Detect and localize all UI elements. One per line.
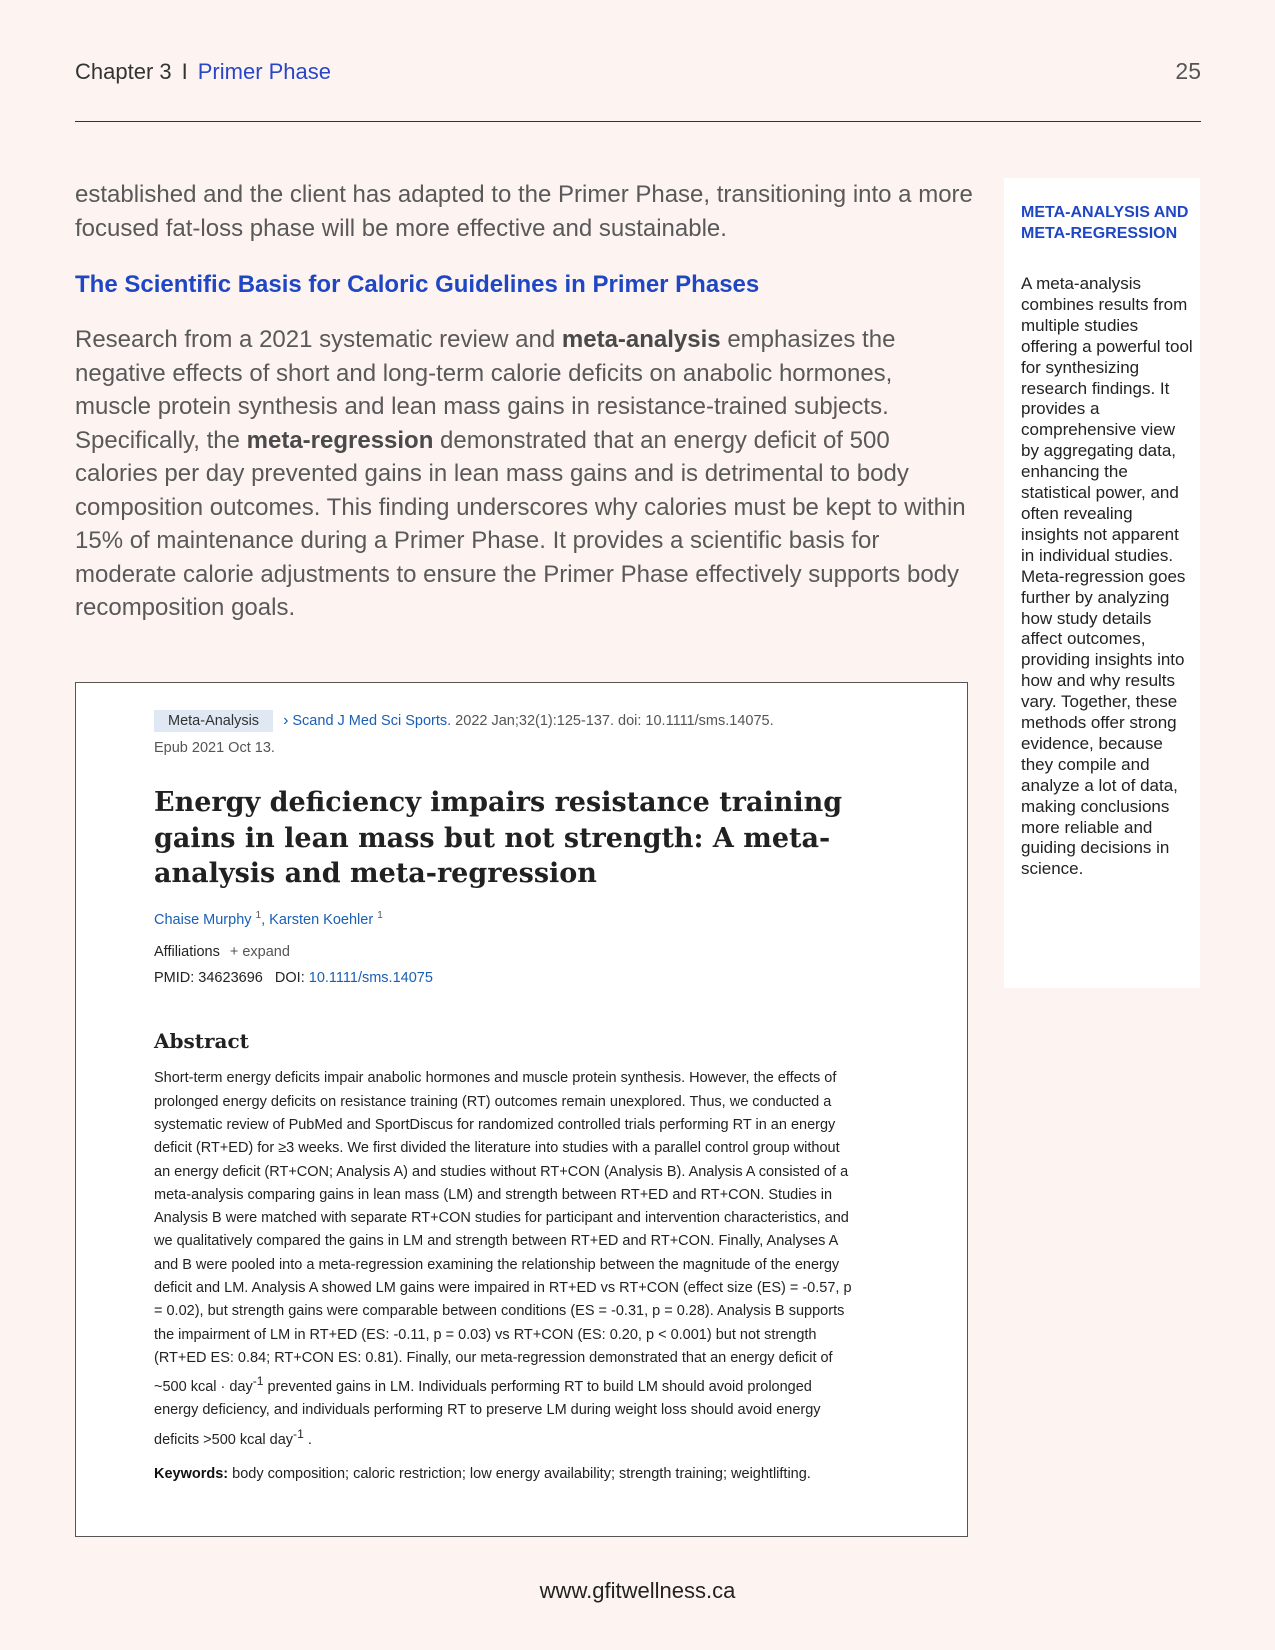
bold-term-meta-analysis: meta-analysis bbox=[561, 326, 721, 353]
footer-url: www.gfitwellness.ca bbox=[539, 1578, 736, 1603]
author-affiliation-number[interactable]: 1 bbox=[255, 909, 262, 921]
sidebar-text: A meta-analysis combines results from multiple studies offering a powerful tool for synthesizing research findings. It provides a comprehensive view by aggregating data, enhancing the statistical power, and often revealing insights not apparent in individual studies. Meta-regression goes further by analyzing how study details affect outcomes, providing insights into how and why results vary. Together, these methods offer strong evidence, because they compile and analyze a lot of data, making conclusions more reliable and guiding decisions in science. bbox=[1021, 274, 1193, 879]
paragraph-text: Research from a 2021 systematic review and bbox=[75, 326, 562, 353]
keywords-list: body composition; caloric restriction; low energy availability; strength training; weightlifting. bbox=[228, 1465, 811, 1482]
section-heading: The Scientific Basis for Caloric Guidelines in Primer Phases bbox=[75, 271, 760, 298]
abstract-body: prevented gains in LM. Individuals performing RT to build LM should avoid prolonged energy deficiency, and individuals performing RT to preserve LM during weight loss should avoid energy deficits >500 kcal day bbox=[154, 1379, 821, 1448]
keywords bbox=[154, 1463, 854, 1486]
authors: Chaise Murphy $^1$, Karsten Koehler $^1$ bbox=[154, 909, 383, 928]
abstract-heading: Abstract bbox=[154, 1029, 249, 1054]
abstract-body: . bbox=[303, 1431, 312, 1448]
author-affiliation-number[interactable]: 1 bbox=[377, 909, 383, 921]
superscript: -1 bbox=[252, 1374, 264, 1389]
citation-details: 2022 Jan;32(1):125-137. doi: 10.1111/sms.14075. bbox=[451, 713, 774, 729]
identifiers-row bbox=[154, 965, 854, 991]
pmid: PMID: 34623696 bbox=[154, 970, 263, 987]
author-link[interactable]: Karsten Koehler bbox=[269, 911, 374, 928]
affiliations-label: Affiliations bbox=[154, 944, 220, 961]
expand-button[interactable]: + expand bbox=[229, 944, 290, 961]
doi-label: DOI: bbox=[274, 970, 305, 987]
main-content bbox=[75, 178, 975, 625]
header-rule bbox=[75, 121, 1201, 122]
keywords-label: Keywords: bbox=[154, 1465, 229, 1482]
paragraph-text: emphasizes the negative effects of short and long-term calorie deficits on anabolic hormones, muscle protein synthesis and lean mass gains in resistance-trained subjects. Specifically, the bbox=[75, 326, 896, 454]
bold-term-meta-regression: meta-regression bbox=[246, 426, 434, 454]
abstract-body: Short-term energy deficits impair anabolic hormones and muscle protein synthesis. However, the effects of prolonged energy deficits on resistance training (RT) outcomes remain unexplored. Thus, we conducted a systematic review of PubMed and SportDiscus for randomized controlled trials performing RT in an energy deficit (RT+ED) for ≥3 weeks. We first divided the literature into studies with a parallel control group without an energy deficit (RT+CON; Analysis A) and studies without RT+CON (Analysis B). Analysis A consisted of a meta-analysis comparing gains in lean mass (LM) and strength between RT+ED and RT+CON. Studies in Analysis B were matched with separate RT+CON studies for participant and intervention characteristics, and we qualitatively compared the gains in LM and strength between RT+ED and RT+CON. Finally, Analyses A and B were pooled into a meta-regression examining the relationship between the magnitude of the energy deficit and LM. Analysis A showed LM gains were impaired in RT+ED vs RT+CON (effect size (ES) = -0.57, p = 0.02), but strength gains were comparable between conditions (ES = -0.31, p = 0.28). Analysis B supports the impairment of LM in RT+ED (ES: -0.11, p = 0.03) vs RT+CON (ES: 0.20, p < 0.001) but not strength (RT+ED ES: 0.84; RT+CON ES: 0.81). Finally, our meta-regression demonstrated that an energy deficit of ~500 kcal · day bbox=[154, 1070, 852, 1396]
chapter-label bbox=[75, 59, 331, 85]
journal-link[interactable]: Scand J Med Sci Sports. bbox=[292, 713, 452, 729]
author-link[interactable]: Chaise Murphy bbox=[154, 911, 252, 928]
intro-paragraph: established and the client has adapted to the Primer Phase, transitioning into a more focused fat-loss phase will be more effective and sustainable. bbox=[75, 181, 973, 242]
body-paragraph bbox=[75, 323, 975, 625]
chapter-number: Chapter 3 bbox=[75, 58, 172, 84]
publication-type-tag: Meta-Analysis bbox=[154, 710, 273, 732]
abstract-inner bbox=[154, 707, 854, 1486]
superscript: -1 bbox=[293, 1426, 304, 1441]
abstract-screenshot bbox=[75, 682, 968, 1537]
doi-link[interactable]: 10.1111/sms.14075 bbox=[308, 970, 433, 987]
paper-title: Energy deficiency impairs resistance training gains in lean mass but not strength: A meta-analysis and meta-regression bbox=[154, 787, 843, 889]
abstract-text bbox=[154, 1067, 854, 1451]
chevron-right-icon[interactable]: › bbox=[283, 712, 289, 729]
paragraph-text: demonstrated that an energy deficit of 500 calories per day prevented gains in lean mass gains and is detrimental to body composition outcomes. This finding underscores why calories must be kept to within 15% of maintenance during a Primer Phase. It provides a scientific basis for moderate calorie adjustments to ensure the Primer Phase effectively supports body recomposition goals. bbox=[75, 426, 966, 621]
page-header bbox=[75, 58, 1201, 85]
chapter-title: Primer Phase bbox=[197, 58, 332, 84]
epub-date: Epub 2021 Oct 13. bbox=[154, 740, 275, 756]
sidebar-callout bbox=[1004, 178, 1200, 988]
affiliations-row bbox=[154, 939, 854, 965]
citation-line bbox=[154, 707, 854, 762]
page-number: 25 bbox=[1175, 58, 1201, 84]
header-separator: I bbox=[181, 58, 188, 84]
sidebar-title: META-ANALYSIS AND META-REGRESSION bbox=[1021, 204, 1189, 242]
